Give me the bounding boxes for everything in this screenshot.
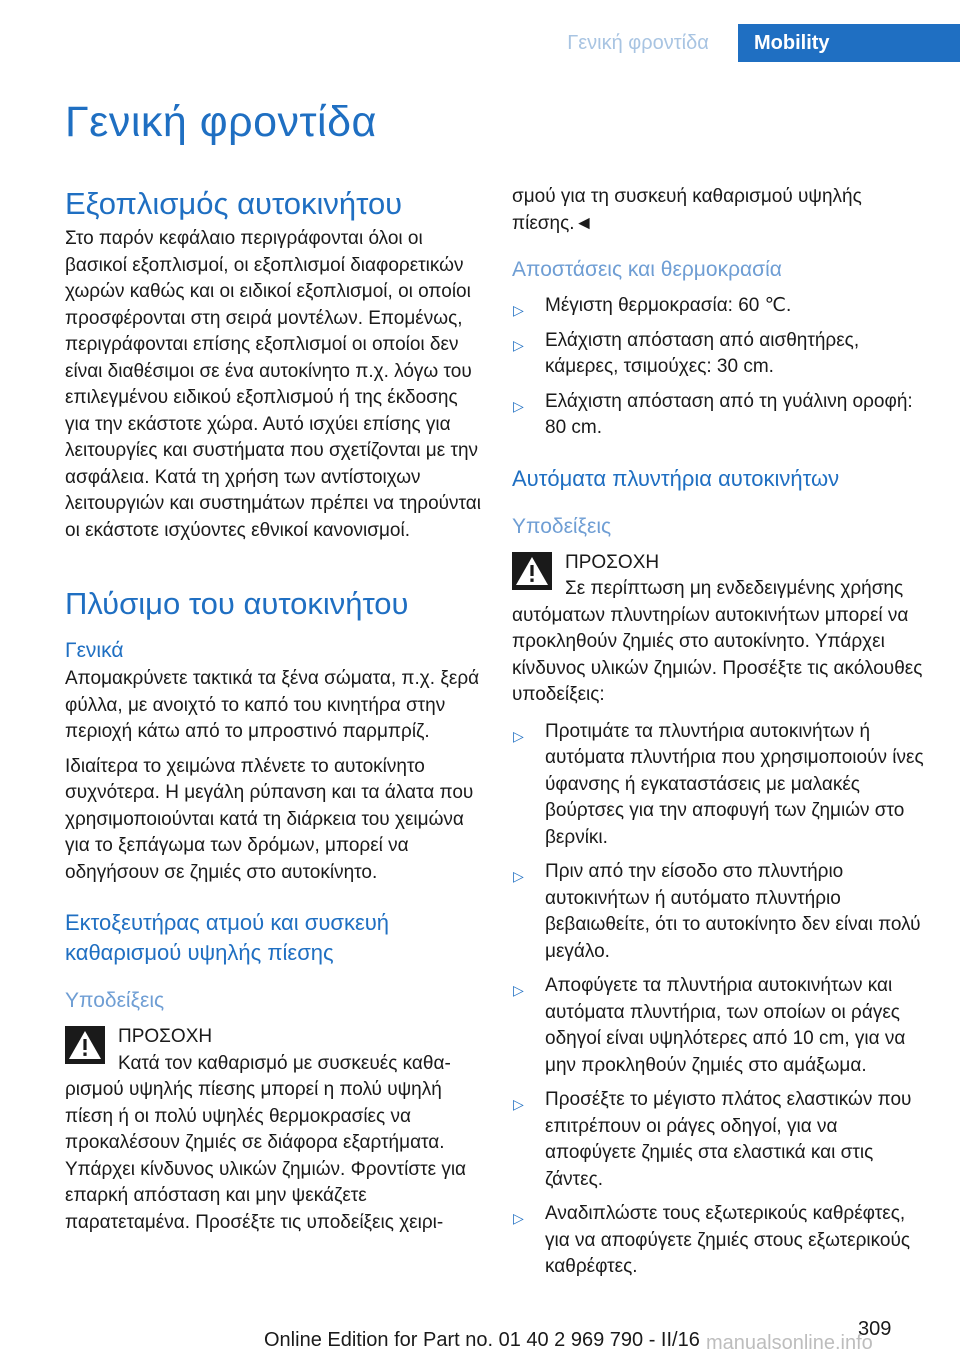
carwash-warning-label: ΠΡΟΣΟΧΗ [565, 551, 660, 573]
steam-warning-text: ρισμού υψηλής πίεσης μπορεί η πολύ υψηλή πίεση ή οι πολύ υψηλές θερμοκρασίες να προκαλέσουν ζημιές σε διάφορα εξαρτήματα. Υπάρχει κίνδυνος υλικών ζημιών. Φροντίστε για επαρκή απόσταση και μην ψεκάζετε παρατεταμένα. Προσέξτε τις υποδείξεις χειρι- [65, 1079, 467, 1233]
steam-warning-first-line: Κατά τον καθαρισμό με συσκευές καθα- [118, 1052, 451, 1074]
list-item [512, 973, 932, 1079]
carwash-warning-text: αυτόματων πλυντηρίων αυτοκινήτων μπορεί να προκληθούν ζημιές στο αυτοκίνητο. Υπάρχει κίνδυνος υλικών ζημιών. Προσέξτε τις ακόλουθες υποδείξεις: [512, 604, 923, 705]
equipment-body: Στο παρόν κεφάλαιο περιγράφονται όλοι οι βασικοί εξοπλισμοί, οι εξοπλισμοί διαφορετικών χωρών καθώς και οι ειδικοί εξοπλισμοί, οι οποίοι προσφέρονται στη σειρά μοντέλων. Επομένως, περιγράφονται επίσης εξοπλισμοί οι οποίοι δεν είναι διαθέσιμοι σε ένα αυτοκίνητο π.χ. λόγω του επιλεγμένου ειδικού εξοπλισμού ή της έκδοσης για την εκάστοτε χώρα. Αυτό ισχύει επίσης για λειτουργίες και συστήματα που σχετίζονται με την ασφάλεια. Κατά τη χρήση των αντίστοιχων λειτουργιών και συστημάτων πρέπει να τηρούνται οι εκάστοτε ισχύοντες εθνικοί κανονισμοί. [65, 228, 481, 541]
warning-triangle-icon [512, 552, 552, 590]
distances-list [512, 293, 932, 442]
triangle-bullet-icon: ▷ [513, 302, 524, 318]
list-item-text: Πριν από την είσοδο στο πλυντήριο αυτοκινήτων ή αυτόματο πλυντήριο βεβαιωθείτε, ότι το αυτοκίνητο δεν είναι πολύ μεγάλο. [545, 861, 921, 962]
list-item-text: Αποφύγετε τα πλυντήρια αυτοκινήτων και αυτόματα πλυντήρια, των οποίων οι ράγες οδηγοί είναι υψηλότερες από 10 cm, για να μην προκληθούν ζημιές στο αμάξωμα. [545, 975, 906, 1076]
list-item [512, 719, 932, 852]
list-item [512, 389, 932, 442]
triangle-bullet-icon: ▷ [513, 1210, 524, 1226]
list-item [512, 1201, 932, 1281]
triangle-bullet-icon: ▷ [513, 868, 524, 884]
steam-warning-continued: σμού για τη συσκευή καθαρισμού υψηλής πίεσης.◄ [512, 186, 862, 234]
steam-notes-heading: Υποδείξεις [65, 989, 165, 1012]
header-section-title: Γενική φροντίδα [567, 32, 709, 54]
washing-heading: Πλύσιμο του αυτοκινήτου [65, 586, 409, 621]
washing-paragraph-2: Ιδιαίτερα το χειμώνα πλένετε το αυτοκίνητο συχνότερα. Η μεγάλη ρύπανση και τα άλατα που χρησιμοποιούνται κατά τη διάρκεια του χειμώνα για το ξεπάγωμα των δρόμων, μπορεί να οδηγήσουν σε ζημιές στο αυτοκίνητο. [65, 755, 474, 883]
steam-warning-label: ΠΡΟΣΟΧΗ [118, 1026, 213, 1047]
list-item-text: Ελάχιστη απόσταση από τη γυάλινη οροφή: 80 cm. [545, 390, 913, 438]
washing-paragraph-1: Απομακρύνετε τακτικά τα ξένα σώματα, π.χ. ξερά φύλλα, με ανοιχτό το καπό του κινητήρα στην περιοχή κάτω από το μπροστινό παρμπρίζ. [65, 668, 480, 742]
carwash-notes-heading: Υποδείξεις [512, 514, 612, 538]
page-header [0, 0, 960, 62]
watermark: manualsonline.info [706, 1332, 873, 1354]
list-item-text: Ελάχιστη απόσταση από αισθητήρες, κάμερες, τσιμούχες: 30 cm. [545, 329, 860, 377]
list-item [512, 859, 932, 965]
page-number: 309 [858, 1318, 892, 1340]
triangle-bullet-icon: ▷ [513, 1096, 524, 1112]
footer-edition: Online Edition for Part no. 01 40 2 969 790 - II/16 [264, 1329, 700, 1351]
warning-triangle-icon [65, 1026, 105, 1064]
list-item [512, 293, 932, 320]
list-item-text: Αναδιπλώστε τους εξωτερικούς καθρέφτες, για να αποφύγετε ζημιές στους εξωτερικούς καθρέφτες. [545, 1203, 911, 1277]
triangle-bullet-icon: ▷ [513, 727, 524, 744]
steam-warning [65, 1024, 485, 1236]
distances-heading: Αποστάσεις και θερμοκρασία [512, 258, 782, 281]
triangle-bullet-icon: ▷ [513, 982, 524, 998]
right-column [512, 184, 932, 1281]
list-item [512, 1087, 932, 1193]
carwash-warning-first-line: Σε περίπτωση μη ενδεδειγμένης χρήσης [565, 578, 904, 599]
list-item-text: Μέγιστη θερμοκρασία: 60 ℃. [545, 295, 792, 316]
washing-general-heading: Γενικά [65, 639, 124, 662]
equipment-heading: Εξοπλισμός αυτοκινήτου [65, 186, 403, 221]
steam-heading: Εκτοξευτήρας ατμού και συσκευή καθαρισμού υψηλής πίεσης [65, 910, 390, 965]
triangle-bullet-icon: ▷ [513, 397, 524, 414]
list-item-text: Προτιμάτε τα πλυντήρια αυτοκινήτων ή αυτόματα πλυντήρια που χρησιμοποιούν ίνες ύφανσης ή εγκαταστάσεις με μαλακές βούρτσες για την αποφυγή των ζημιών στο βερνίκι. [545, 720, 924, 848]
header-chapter-tab: Mobility [738, 24, 960, 62]
carwash-warning [512, 550, 932, 709]
carwash-heading: Αυτόματα πλυντήρια αυτοκινήτων [512, 465, 840, 491]
page-title: Γενική φροντίδα [65, 98, 377, 146]
list-item-text: Προσέξτε το μέγιστο πλάτος ελαστικών που επιτρέπουν οι ράγες οδηγοί, για να αποφύγετε ζημιές στα ελαστικά και στις ζάντες. [545, 1089, 912, 1190]
left-column [65, 184, 485, 1236]
triangle-bullet-icon: ▷ [513, 336, 524, 353]
list-item [512, 328, 932, 381]
carwash-list [512, 719, 932, 1281]
